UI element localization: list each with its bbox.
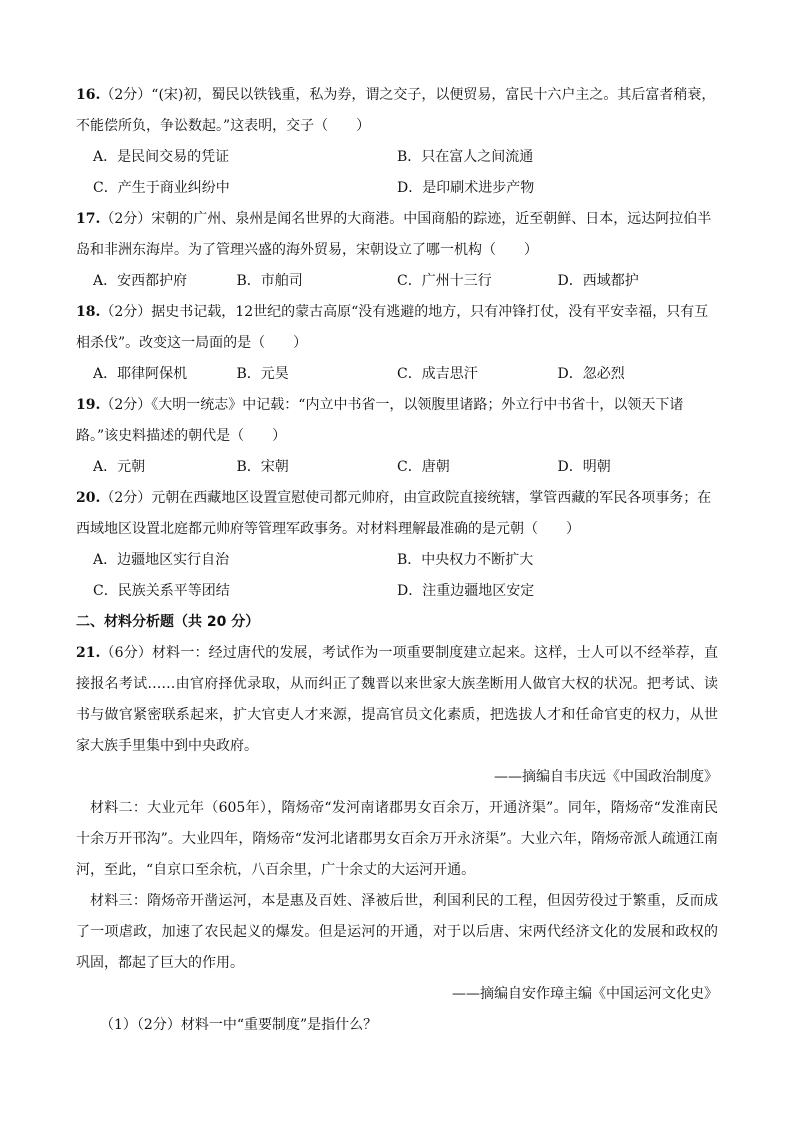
question-number: 16.	[76, 87, 101, 103]
question-stem: 元朝在西藏地区设置宣慰使司都元帅府，由宣政院直接统辖，掌管西藏的军民各项事务；在西域地区设置北庭都元帅府等管理军政事务。对材料理解最准确的是元朝（ ）	[76, 490, 712, 537]
question-number: 21.	[76, 645, 101, 661]
option-c[interactable]: C．广州十三行	[397, 273, 492, 289]
question-number: 20.	[76, 490, 101, 506]
question-17	[76, 204, 718, 297]
option-b[interactable]: B．市舶司	[236, 273, 303, 289]
material-1: 材料一：经过唐代的发展，考试作为一项重要制度建立起来。这样，士人可以不经举荐，直接报名考试……由官府择优录取，从而纠正了魏晋以来世家大族垄断用人做官大权的状况。把考试、读书与做官紧密联系起来，扩大官吏人才来源，提高官员文化素质，把选拔人才和任命官吏的权力，从世家大族手里集中到中央政府。	[76, 645, 718, 754]
question-21	[76, 638, 718, 1041]
option-b[interactable]: B．元昊	[236, 366, 289, 382]
question-score: （2分）	[100, 304, 152, 320]
question-16	[76, 80, 718, 204]
question-18	[76, 297, 718, 390]
option-d[interactable]: D．西域都护	[557, 273, 639, 289]
material-2: 材料二：大业元年（605年），隋炀帝“发河南诸郡男女百余万，开通济渠”。同年，隋炀帝“发淮南民十余万开邗沟”。大业四年，隋炀帝“发河北诸郡男女百余万开永济渠”。大业六年，隋炀帝派人疏通江南河，至此，“自京口至余杭，八百余里，广十余丈的大运河开通。	[76, 800, 718, 878]
material-3: 材料三：隋炀帝开凿运河，本是惠及百姓、泽被后世，利国利民的工程，但因劳役过于繁重，反而成了一项虐政，加速了农民起义的爆发。但是运河的开通，对于以后唐、宋两代经济文化的发展和政权的巩固，都起了巨大的作用。	[76, 893, 718, 971]
option-a[interactable]: A．边疆地区实行自治	[93, 552, 230, 568]
option-d[interactable]: D．是印刷术进步产物	[397, 180, 535, 196]
question-stem: “(宋)初，蜀民以铁钱重，私为券，谓之交子，以便贸易，富民十六户主之。其后富者稍衰，不能偿所负，争讼数起。”这表明，交子（ ）	[76, 87, 716, 134]
option-c[interactable]: C．成吉思汗	[397, 366, 478, 382]
question-number: 17.	[76, 211, 101, 227]
question-score: （6分）	[100, 645, 153, 661]
options	[76, 142, 718, 204]
material-1-source: ——摘编自韦庆远《中国政治制度》	[494, 769, 718, 785]
question-stem: 据史书记载，12世纪的蒙古高原“没有逃避的地方，只有冲锋打仗，没有平安幸福，只有互相杀伐”。改变这一局面的是（ ）	[76, 304, 709, 351]
sub-question-1: （1）（2分）材料一中“重要制度”是指什么？	[100, 1017, 378, 1033]
option-b[interactable]: B．中央权力不断扩大	[397, 552, 534, 568]
options	[76, 266, 718, 297]
question-score: （2分）	[100, 211, 152, 227]
option-c[interactable]: C．唐朝	[397, 459, 450, 475]
options	[76, 359, 718, 390]
option-a[interactable]: A．耶律阿保机	[93, 366, 188, 382]
options	[76, 452, 718, 483]
option-d[interactable]: D．明朝	[557, 459, 611, 475]
question-score: （2分）	[100, 490, 152, 506]
option-a[interactable]: A．元朝	[93, 459, 146, 475]
question-number: 19.	[76, 397, 101, 413]
option-c[interactable]: C．民族关系平等团结	[93, 583, 230, 599]
question-stem: 《大明一统志》中记载：“内立中书省一，以领腹里诸路；外立行中书省十，以领天下诸路。”该史料描述的朝代是（ ）	[76, 397, 684, 444]
question-number: 18.	[76, 304, 101, 320]
option-a[interactable]: A．是民间交易的凭证	[93, 149, 230, 165]
question-score: （2分）	[100, 87, 152, 103]
option-b[interactable]: B．只在富人之间流通	[397, 149, 534, 165]
material-3-source: ——摘编自安作璋主编《中国运河文化史》	[452, 986, 718, 1002]
option-d[interactable]: D．忽必烈	[557, 366, 625, 382]
option-d[interactable]: D．注重边疆地区安定	[397, 583, 535, 599]
question-stem: 宋朝的广州、泉州是闻名世界的大商港。中国商船的踪迹，近至朝鲜、日本，远达阿拉伯半岛和非洲东海岸。为了管理兴盛的海外贸易，宋朝设立了哪一机构（ ）	[76, 211, 712, 258]
section-title: 二、材料分析题（共 20 分）	[76, 614, 260, 630]
option-b[interactable]: B．宋朝	[236, 459, 289, 475]
question-score: （2分）	[100, 397, 152, 413]
option-c[interactable]: C．产生于商业纠纷中	[93, 180, 230, 196]
question-19	[76, 390, 718, 483]
exam-page	[76, 80, 718, 1041]
question-20	[76, 483, 718, 607]
options	[76, 545, 718, 607]
option-a[interactable]: A．安西都护府	[93, 273, 188, 289]
